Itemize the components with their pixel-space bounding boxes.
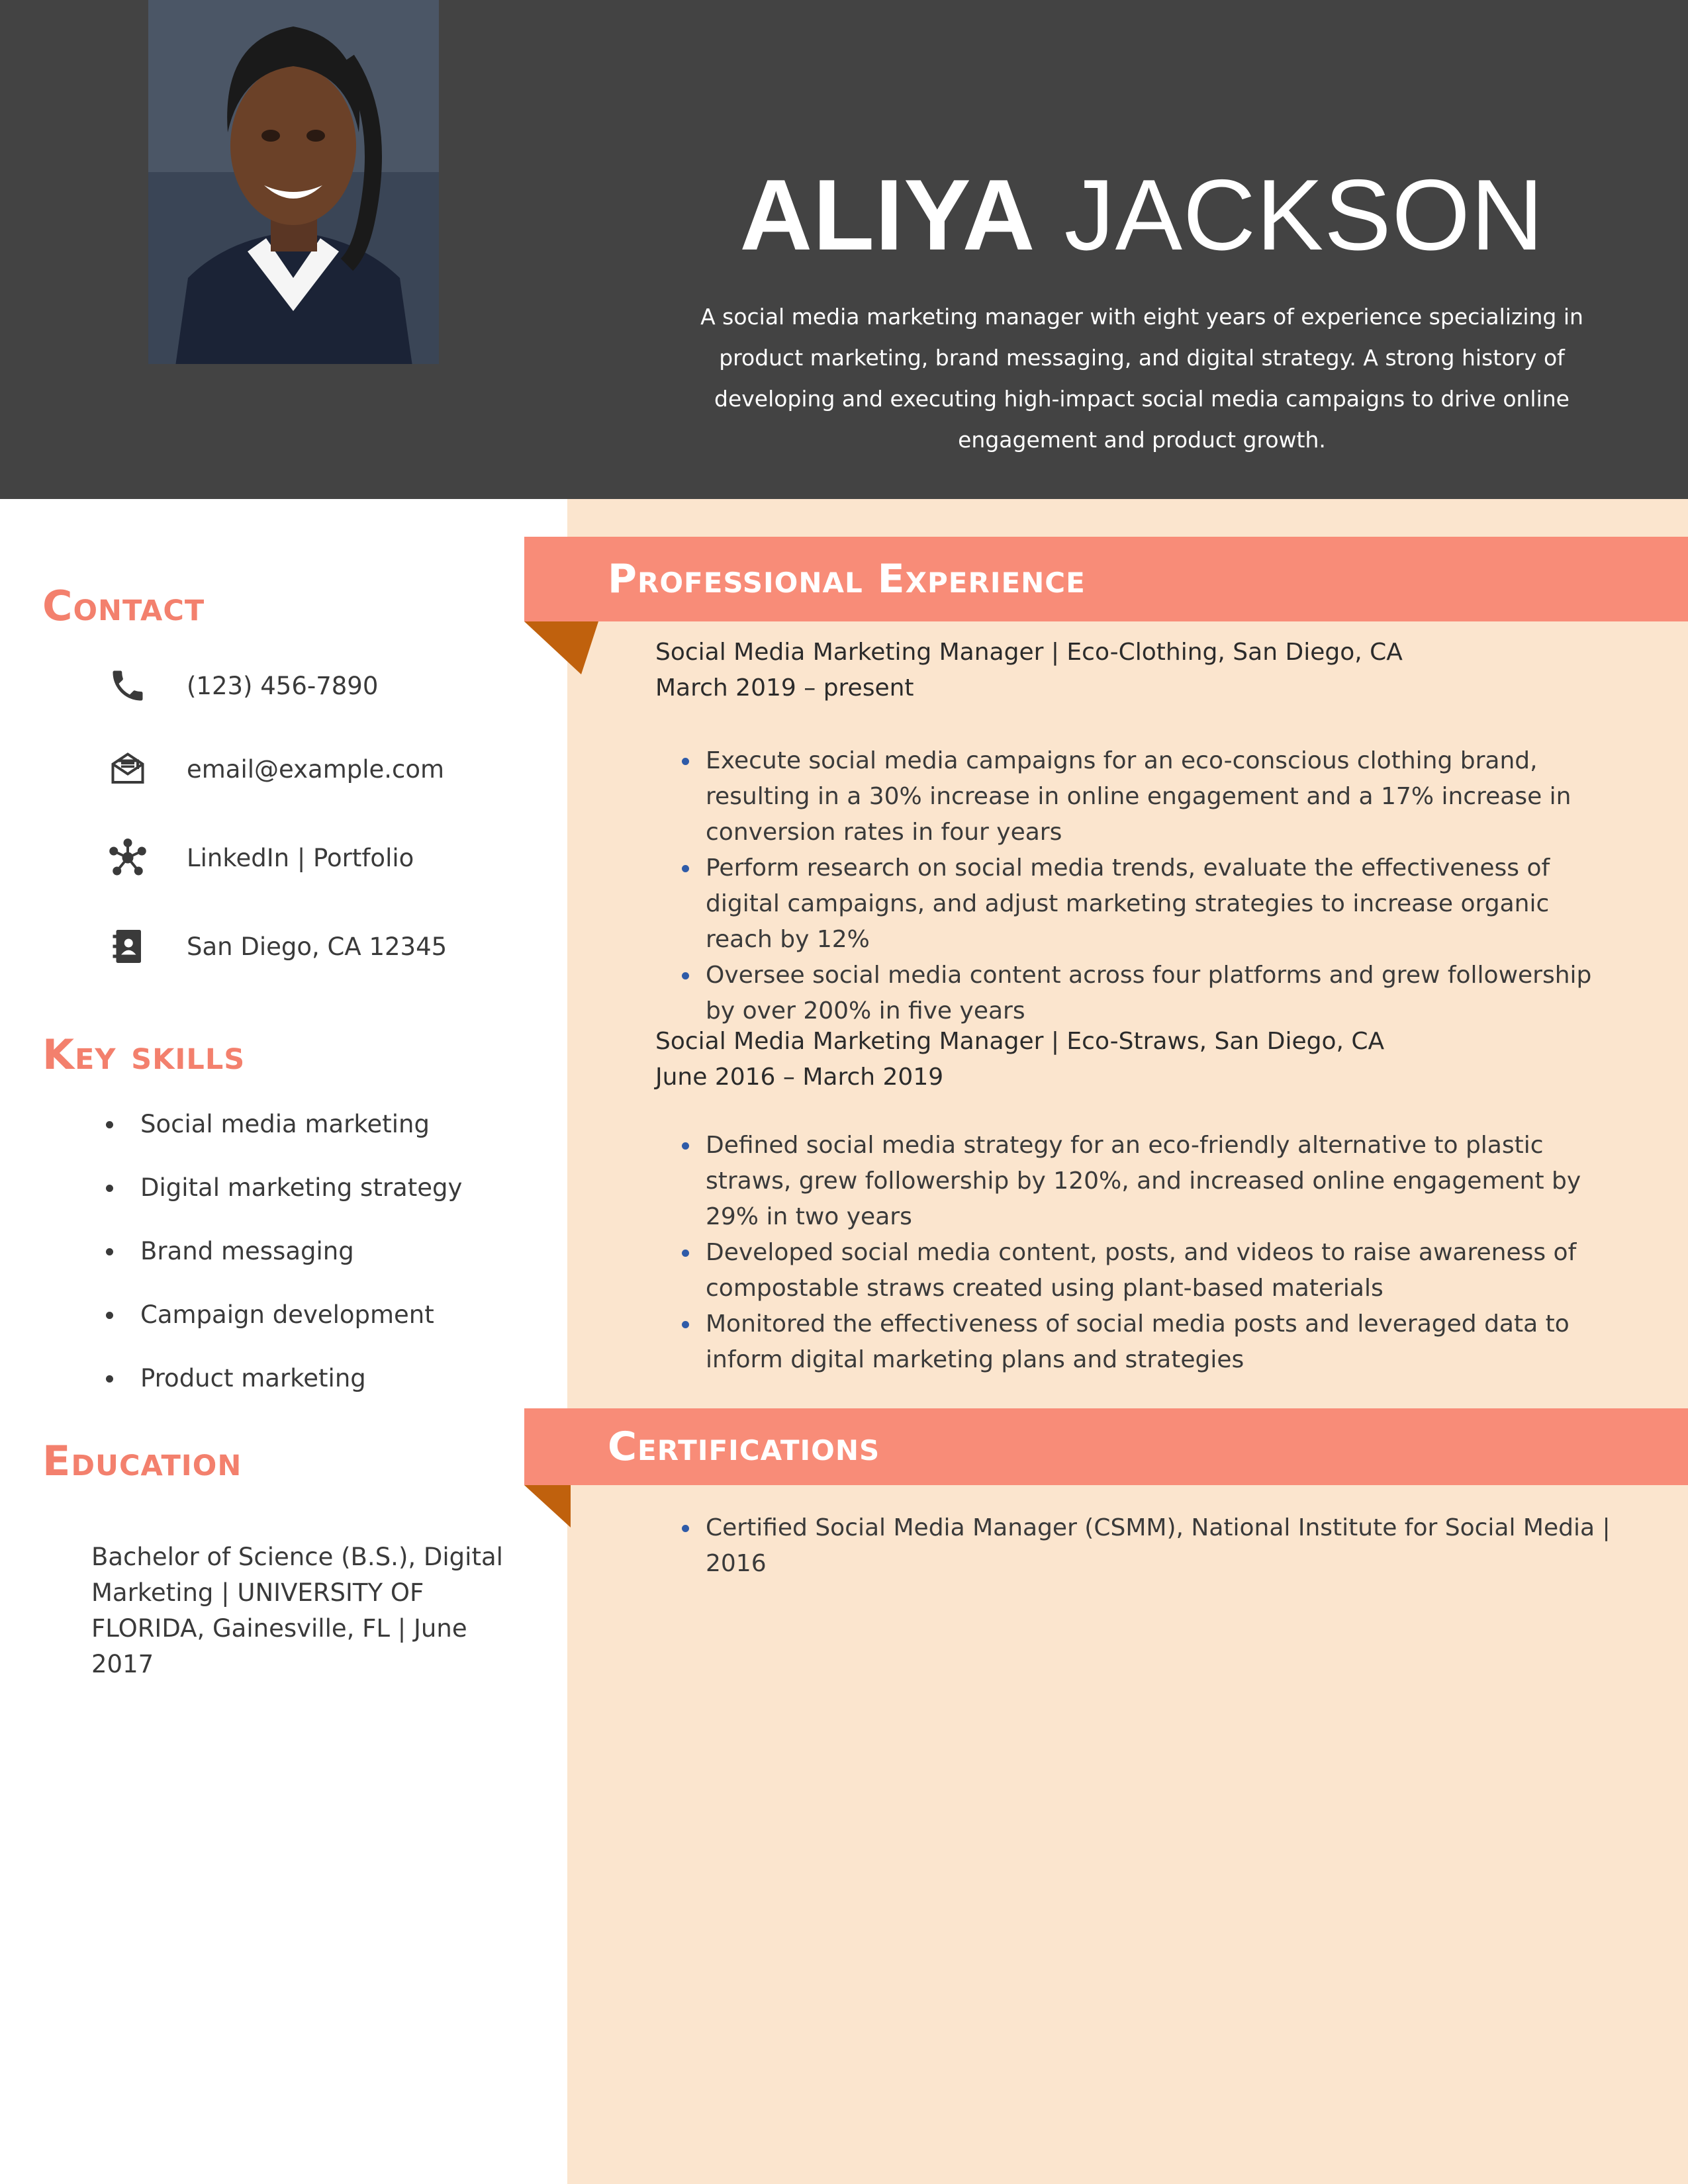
contact-links bbox=[106, 831, 414, 884]
job-2-bullets bbox=[682, 1128, 1622, 1378]
contact-title: Contact bbox=[42, 582, 205, 630]
list-item: Perform research on social media trends, evaluate the effectiveness of digital campaigns, and adjust marketing strategies to increase organic reach by 12% bbox=[682, 850, 1622, 958]
network-icon bbox=[106, 836, 150, 880]
last-name: JACKSON bbox=[1064, 159, 1544, 271]
job-2-header bbox=[655, 1024, 1384, 1095]
profile-photo bbox=[148, 0, 439, 364]
first-name: ALIYA bbox=[739, 159, 1036, 271]
list-item: Execute social media campaigns for an eco-conscious clothing brand, resulting in a 30% increase in online engagement and a 17% increase in conversion rates in four years bbox=[682, 743, 1622, 850]
job-1-dates: March 2019 – present bbox=[655, 674, 914, 702]
list-item: Monitored the effectiveness of social media posts and leveraged data to inform digital marketing plans and strategies bbox=[682, 1306, 1622, 1378]
list-item: Social media marketing bbox=[99, 1099, 462, 1162]
list-item: Product marketing bbox=[99, 1353, 462, 1416]
mail-icon bbox=[106, 747, 150, 791]
list-item: Oversee social media content across four platforms and grew followership by over 200% in five years bbox=[682, 958, 1622, 1029]
job-1-bullets bbox=[682, 743, 1622, 1029]
job-1-role: Social Media Marketing Manager | Eco-Clothing, San Diego, CA bbox=[655, 639, 1403, 666]
links-text[interactable]: LinkedIn | Portfolio bbox=[187, 843, 414, 872]
contact-phone bbox=[106, 659, 378, 712]
list-item: Defined social media strategy for an eco-friendly alternative to plastic straws, grew followership by 120%, and increased online engagement by 29% in two years bbox=[682, 1128, 1622, 1235]
job-1-header bbox=[655, 635, 1403, 706]
education-title: Education bbox=[42, 1437, 242, 1485]
address-book-icon bbox=[106, 925, 150, 968]
email-address[interactable]: email@example.com bbox=[187, 754, 445, 784]
phone-number: (123) 456-7890 bbox=[187, 671, 379, 700]
list-item: Brand messaging bbox=[99, 1226, 462, 1289]
education-entry: Bachelor of Science (B.S.), Digital Marketing | UNIVERSITY OF FLORIDA, Gainesville, FL | June 2017 bbox=[91, 1543, 503, 1678]
list-item: Digital marketing strategy bbox=[99, 1162, 462, 1226]
certifications-title: Certifications bbox=[608, 1424, 880, 1470]
experience-band-fold bbox=[524, 621, 598, 674]
phone-icon bbox=[106, 664, 150, 707]
contact-location bbox=[106, 920, 447, 973]
contact-email bbox=[106, 743, 444, 796]
certifications-band-fold bbox=[524, 1485, 571, 1527]
summary-text: A social media marketing manager with eight years of experience specializing in product marketing, brand messaging, and digital strategy. A strong history of developing and executing high-impact social media campaigns to drive online engagement and product growth. bbox=[700, 304, 1583, 453]
header-banner bbox=[0, 0, 1688, 499]
job-2-dates: June 2016 – March 2019 bbox=[655, 1064, 944, 1091]
experience-title: Professional Experience bbox=[608, 556, 1086, 602]
list-item: Campaign development bbox=[99, 1289, 462, 1353]
location-text: San Diego, CA 12345 bbox=[187, 932, 447, 961]
skills-title: Key skills bbox=[42, 1030, 246, 1079]
candidate-name bbox=[596, 159, 1688, 271]
certifications-list bbox=[682, 1510, 1622, 1582]
skills-list bbox=[99, 1099, 462, 1416]
job-2-role: Social Media Marketing Manager | Eco-Straws, San Diego, CA bbox=[655, 1028, 1385, 1055]
list-item: Developed social media content, posts, and videos to raise awareness of compostable straws created using plant-based materials bbox=[682, 1235, 1622, 1306]
list-item: Certified Social Media Manager (CSMM), National Institute for Social Media | 2016 bbox=[682, 1510, 1622, 1582]
